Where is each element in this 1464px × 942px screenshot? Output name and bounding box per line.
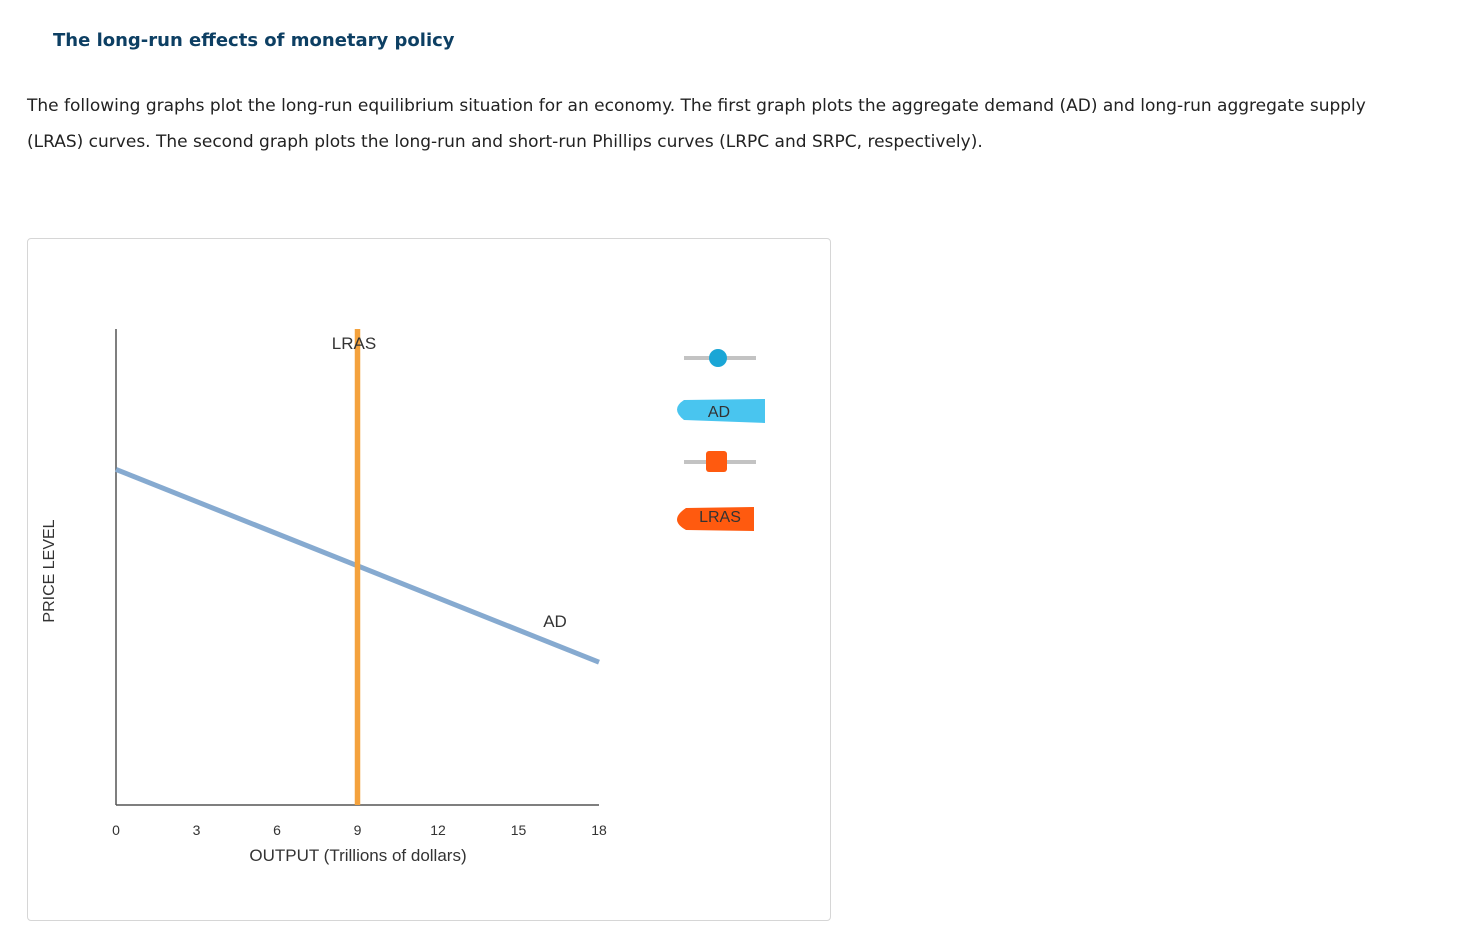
x-tick-label: 6	[273, 822, 281, 838]
x-tick-label: 12	[430, 822, 446, 838]
ad-line-tool[interactable]	[677, 399, 765, 423]
x-tick-labels	[112, 822, 607, 838]
ad-curve-label: AD	[543, 612, 567, 631]
x-tick-label: 0	[112, 822, 120, 838]
lras-legend-label: LRAS	[699, 509, 741, 526]
ad-point-tool[interactable]	[684, 349, 756, 367]
x-tick-label: 18	[591, 822, 607, 838]
lras-curve-label: LRAS	[331, 334, 377, 353]
graph-panel	[27, 238, 831, 921]
lras-point-tool[interactable]	[684, 451, 756, 472]
y-axis-title: PRICE LEVEL	[41, 519, 58, 623]
x-axis-title: OUTPUT (Trillions of dollars)	[249, 846, 467, 865]
lras-line-tool[interactable]	[677, 507, 754, 531]
square-point-icon	[706, 451, 727, 472]
ad-legend-label: AD	[707, 404, 731, 421]
x-tick-label: 15	[510, 822, 527, 838]
page-title: The long-run effects of monetary policy	[53, 30, 455, 51]
circle-point-icon	[709, 349, 727, 367]
x-tick-label: 3	[192, 822, 201, 838]
ad-lras-graph	[28, 239, 832, 922]
x-tick-label: 9	[353, 822, 362, 838]
intro-text: The following graphs plot the long-run equilibrium situation for an economy. The first graph plots the aggregate demand (AD) and long-run aggregate supply (LRAS) curves. The second graph plots the long-run and short-run Phillips curves (LRPC and SRPC, respectively).	[27, 96, 1366, 152]
